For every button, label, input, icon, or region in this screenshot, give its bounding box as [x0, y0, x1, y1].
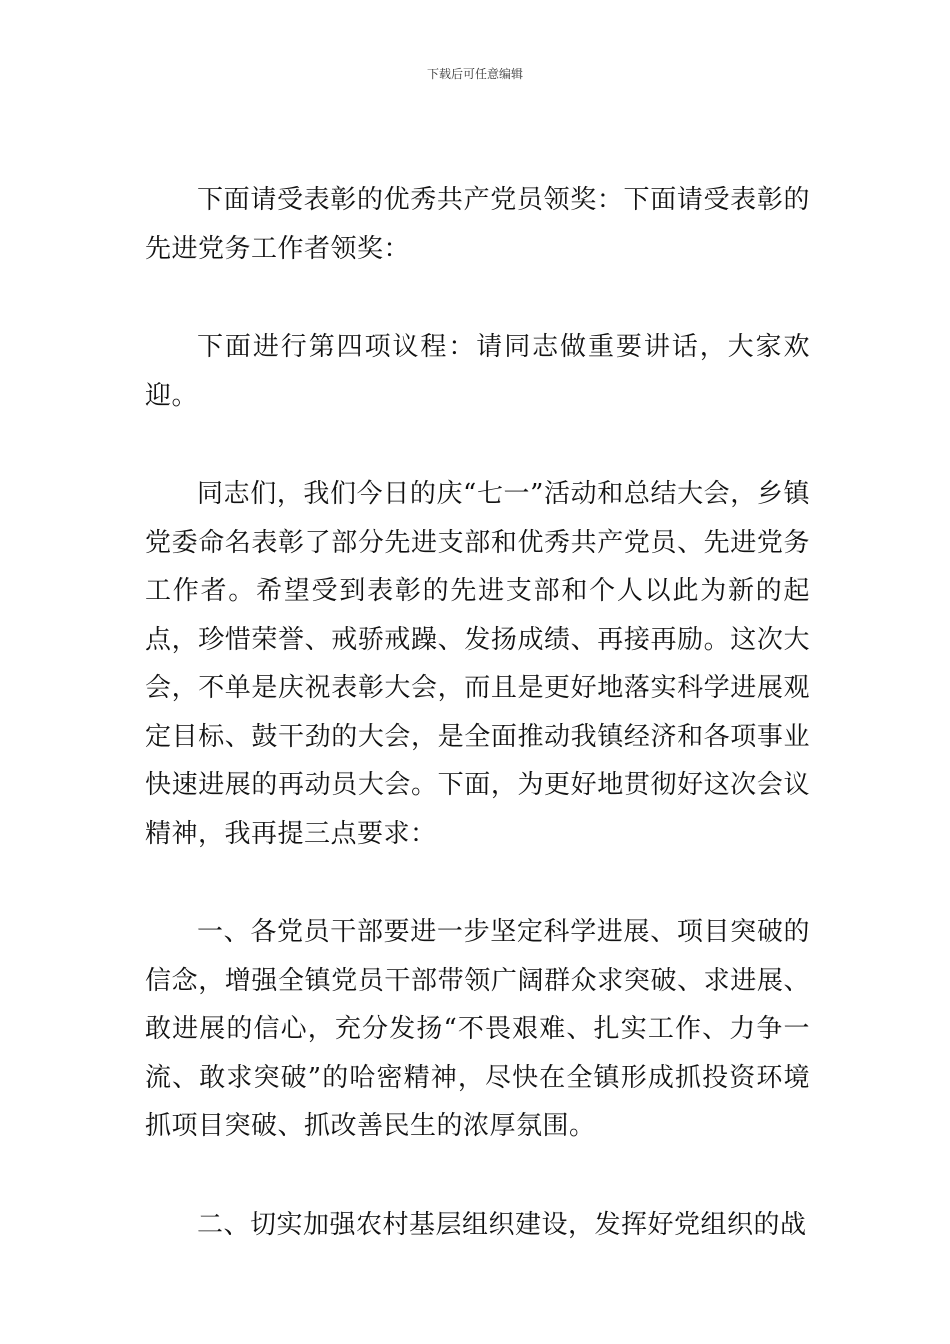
- paragraph-awards: 下面请受表彰的优秀共产党员领奖：下面请受表彰的先进党务工作者领奖：: [145, 185, 810, 264]
- paragraph-requirement-one: 一、各党员干部要进一步坚定科学进展、项目突破的信念，增强全镇党员干部带领广阔群众求突破、求进展、敢进展的信心，充分发扬“不畏艰难、扎实工作、力争一流、敢求突破”的哈密精神，尽快在全镇形成抓投资环境抓项目突破、抓改善民生的浓厚氛围。: [145, 917, 810, 1141]
- paragraph-agenda-item-four: 下面进行第四项议程：请同志做重要讲话，大家欢迎。: [145, 332, 810, 411]
- paragraph-speech-intro: 同志们，我们今日的庆“七一”活动和总结大会，乡镇党委命名表彰了部分先进支部和优秀共产党员、先进党务工作者。希望受到表彰的先进支部和个人以此为新的起点，珍惜荣誉、戒骄戒躁、发扬成绩、再接再励。这次大会，不单是庆祝表彰大会，而且是更好地落实科学进展观定目标、鼓干劲的大会，是全面推动我镇经济和各项事业快速进展的再动员大会。下面，为更好地贯彻好这次会议精神，我再提三点要求：: [145, 479, 810, 849]
- paragraph-requirement-two: 二、切实加强农村基层组织建设，发挥好党组织的战: [197, 1209, 807, 1240]
- document-body: [145, 176, 810, 1299]
- page-header-note: 下载后可任意编辑: [426, 67, 523, 81]
